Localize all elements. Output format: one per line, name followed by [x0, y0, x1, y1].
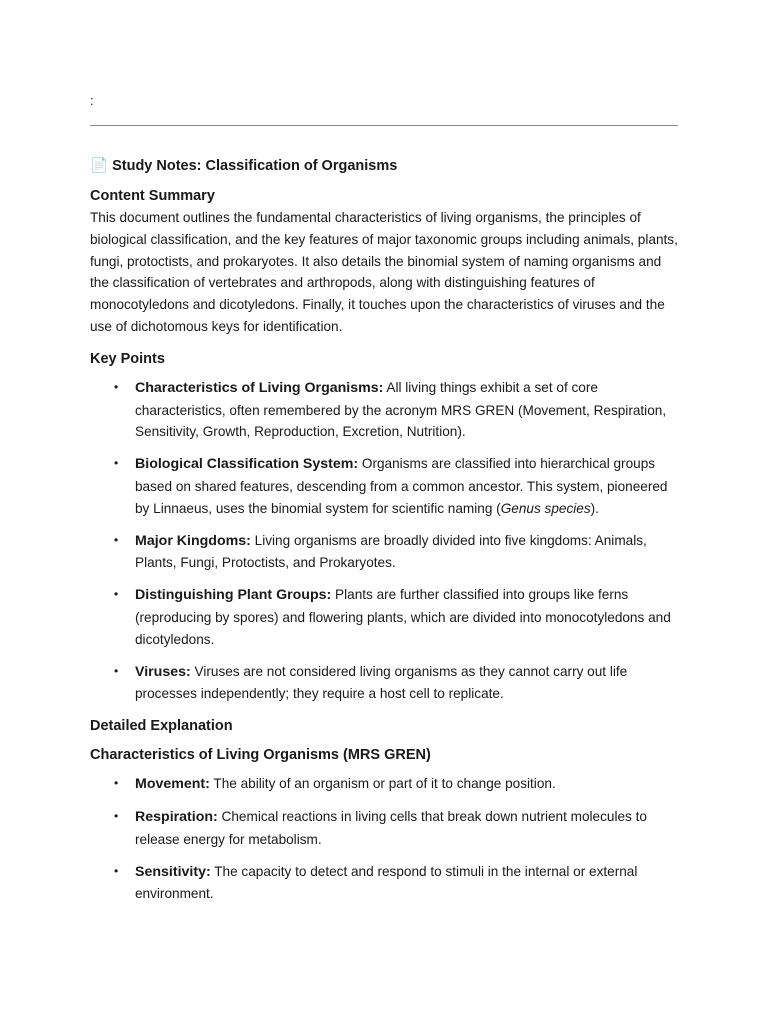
- list-item-term: Sensitivity:: [135, 863, 211, 880]
- bullet-icon: •: [114, 863, 119, 878]
- list-item-text: All living things exhibit a set of core characteristics, often remembered by the acronym MRS GREN (Movement, Respiration, Sensitivity, Growth, Reproduction, Excretion, Nutrition).: [135, 379, 667, 440]
- list-item-term: Respiration:: [135, 808, 218, 825]
- mrs-gren-subheading: Characteristics of Living Organisms (MRS GREN): [90, 747, 431, 764]
- list-item-term: Distinguishing Plant Groups:: [135, 587, 332, 604]
- list-item-text: The ability of an organism or part of it to change position.: [209, 776, 556, 792]
- list-item: [90, 453, 678, 519]
- list-item-term: Major Kingdoms:: [135, 532, 251, 549]
- list-item-text: The capacity to detect and respond to stimuli in the internal or external environment.: [135, 863, 638, 902]
- list-item-term: Viruses:: [135, 663, 191, 680]
- list-item-tail: ).: [590, 500, 599, 516]
- header-divider: [90, 125, 678, 126]
- bullet-icon: •: [114, 456, 119, 471]
- bullet-icon: •: [114, 532, 119, 547]
- document-title: 📄 Study Notes: Classification of Organisms: [90, 158, 398, 174]
- bullet-icon: •: [114, 663, 119, 678]
- list-item: [90, 806, 678, 851]
- bullet-icon: •: [114, 808, 119, 823]
- header-mark: :: [90, 93, 94, 108]
- list-item-term: Biological Classification System:: [135, 456, 359, 473]
- list-item: [90, 530, 678, 575]
- detailed-explanation-heading: Detailed Explanation: [90, 718, 233, 735]
- list-item-text: Plants are further classified into groups like ferns (reproducing by spores) and flowering plants, which are divided into monocotyledons and dicotyledons.: [135, 587, 671, 647]
- list-item: [90, 773, 678, 796]
- list-item: [90, 661, 678, 706]
- list-item: [90, 377, 678, 443]
- list-item-text: Living organisms are broadly divided into five kingdoms: Animals, Plants, Fungi, Protoctists, and Prokaryotes.: [135, 532, 647, 571]
- document-body: [90, 154, 678, 915]
- content-summary-heading: Content Summary: [90, 188, 215, 204]
- list-item: [90, 861, 678, 906]
- list-item-text: Chemical reactions in living cells that break down nutrient molecules to release energy for metabolism.: [135, 808, 647, 847]
- key-points-heading: Key Points: [90, 350, 165, 367]
- bullet-icon: •: [114, 379, 119, 394]
- list-item: [90, 584, 678, 650]
- list-item-text: Viruses are not considered living organisms as they cannot carry out life processes independently; they require a host cell to replicate.: [135, 663, 628, 702]
- mrs-gren-list: [90, 773, 678, 905]
- list-item-text: Organisms are classified into hierarchical groups based on shared features, descending from a common ancestor. This system, pioneered by Linnaeus, uses the binomial system for scientific naming (: [135, 456, 668, 516]
- key-points-list: [90, 377, 678, 705]
- content-summary-text: This document outlines the fundamental characteristics of living organisms, the principles of biological classification, and the key features of major taxonomic groups including animals, plants, fungi, protoctists, and prokaryotes. It also details the binomial system of naming organisms and the classification of vertebrates and arthropods, along with distinguishing features of monocotyledons and dicotyledons. Finally, it touches upon the characteristics of viruses and the use of dichotomous keys for identification.: [90, 210, 678, 334]
- bullet-icon: •: [114, 587, 119, 602]
- list-item-term: Characteristics of Living Organisms:: [135, 379, 384, 396]
- list-item-italic: Genus species: [500, 500, 591, 516]
- list-item-term: Movement:: [135, 776, 210, 793]
- bullet-icon: •: [114, 776, 119, 791]
